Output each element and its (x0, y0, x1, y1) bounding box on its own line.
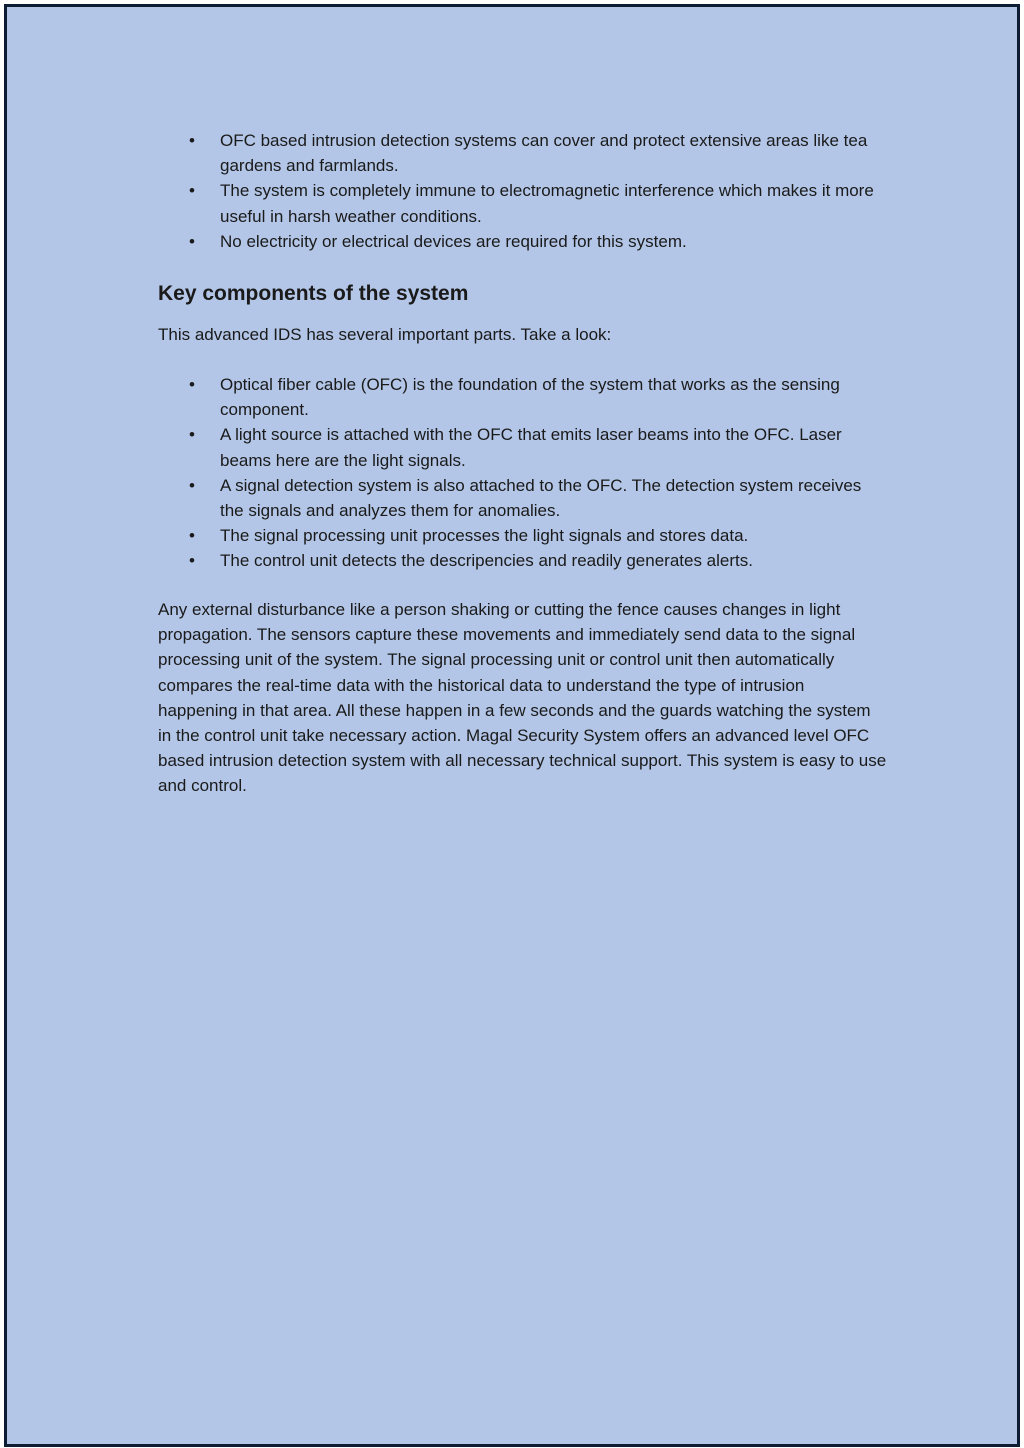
bullet-icon: • (189, 526, 195, 546)
section-heading: Key components of the system (158, 282, 469, 305)
components-list (158, 372, 888, 574)
bullet-icon: • (189, 131, 195, 150)
closing-paragraph: Any external disturbance like a person shaking or cutting the fence causes changes in light propagation. The sensors capture these movements and immediately send data to the signal processing unit of the system. The signal processing unit or control unit then automatically compares the real-time data with the historical data to understand the type of intrusion happening in that area. All these happen in a few seconds and the guards watching the system in the control unit take necessary action. Magal Security System offers an advanced level OFC based intrusion detection system with all necessary technical support. This system is easy to use and control. (158, 600, 887, 796)
list-item (158, 422, 888, 472)
list-item (158, 473, 888, 523)
list-item-text: A signal detection system is also attached to the OFC. The detection system receives the signals and analyzes them for anomalies. (220, 475, 862, 521)
bullet-icon: • (189, 425, 195, 445)
list-item (158, 548, 888, 573)
list-item-text: The control unit detects the descripencies and readily generates alerts. (220, 551, 753, 571)
list-item (158, 372, 888, 422)
list-item (158, 128, 888, 178)
list-item-text: The system is completely immune to electromagnetic interference which makes it more useful in harsh weather conditions. (220, 181, 874, 226)
list-item-text: Optical fiber cable (OFC) is the foundation of the system that works as the sensing component. (220, 375, 840, 420)
list-item (158, 178, 888, 228)
bullet-icon: • (189, 181, 195, 201)
document-page (4, 4, 1020, 1447)
bullet-icon: • (189, 475, 195, 495)
list-item (158, 229, 888, 254)
benefits-list (158, 128, 888, 254)
list-item (158, 523, 888, 548)
list-item-text: A light source is attached with the OFC that emits laser beams into the OFC. Laser beams here are the light signals. (220, 425, 842, 470)
list-item-text: The signal processing unit processes the light signals and stores data. (220, 526, 749, 546)
intro-paragraph: This advanced IDS has several important parts. Take a look: (158, 325, 612, 344)
bullet-icon: • (189, 375, 195, 394)
bullet-icon: • (189, 231, 195, 251)
list-item-text: OFC based intrusion detection systems can cover and protect extensive areas like tea gardens and farmlands. (220, 131, 868, 176)
bullet-icon: • (189, 551, 195, 571)
list-item-text: No electricity or electrical devices are required for this system. (220, 231, 687, 251)
